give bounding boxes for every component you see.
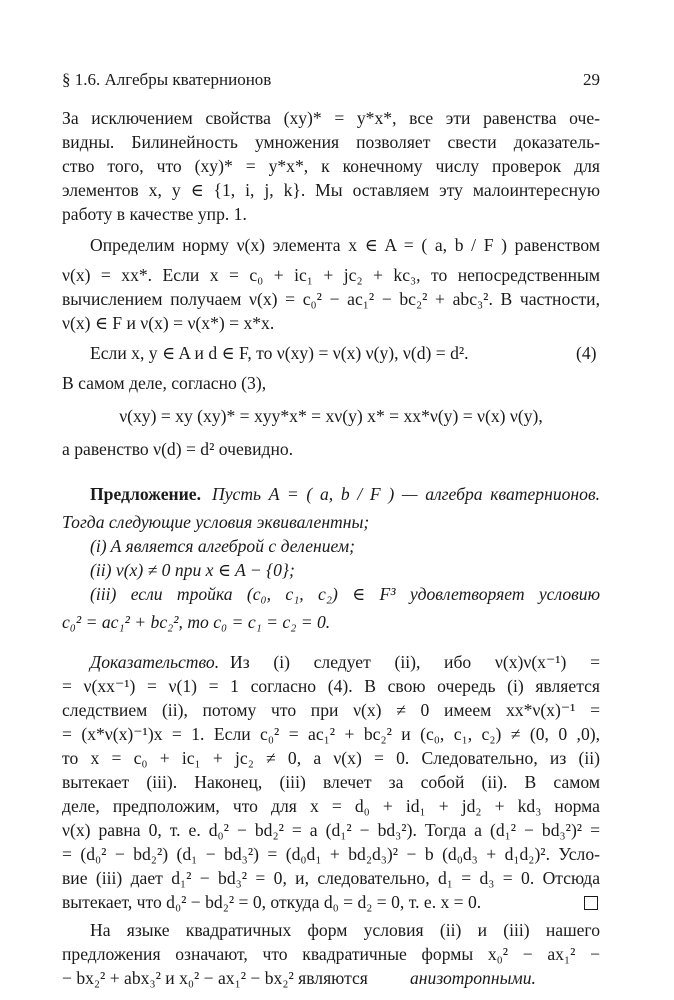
equation-number: (4) (576, 343, 597, 363)
condition-iii-cont: c₀² = ac₁² + bc₂², то c₀ = c₁ = c₂ = 0. (62, 612, 331, 632)
qed-square (584, 896, 598, 910)
text-line-italic: анизотропными. (410, 968, 536, 988)
proof-heading: Доказательство. (90, 652, 220, 672)
text-line: ν(x) = xx*. Если x = c₀ + ic₁ + jc₂ + kc₃, то непосредственным (62, 265, 600, 285)
text-line: ν(x) ∈ F и ν(x) = ν(x*) = x*x. (62, 313, 275, 333)
proposition-text: Пусть A = ( a, b / F ) — алгебра кватернионов. (212, 484, 600, 504)
text-line: а равенство ν(d) = d² очевидно. (62, 439, 294, 459)
text-line: На языке квадратичных форм условия (ii) и (iii) нашего (90, 920, 600, 940)
section-title: § 1.6. Алгебры кватернионов (62, 70, 272, 89)
text-line: Из (i) следует (ii), ибо ν(x)ν(x⁻¹) = (230, 652, 600, 672)
proposition-heading: Предложение. (90, 484, 201, 504)
text-line: следствием (ii), потому что при ν(x) ≠ 0 имеем xx*ν(x)⁻¹ = (62, 700, 600, 720)
text-line: вычислением получаем ν(x) = c₀² − ac₁² − bc₂² + abc₃². В частности, (62, 289, 600, 309)
text-line: Определим норму ν(x) элемента x ∈ A = ( a, b / F ) равенством (90, 235, 600, 255)
condition-i: (i) A является алгеброй с делением; (90, 536, 355, 556)
text-line: − bx₂² + abx₃² и x₀² − ax₁² − bx₂² являются (62, 968, 368, 988)
page-number: 29 (583, 70, 600, 89)
text-line: видны. Билинейность умножения позволяет свести доказатель- (62, 132, 600, 152)
text-line: ство того, что (xy)* = y*x*, к конечному числу проверок для (62, 156, 600, 176)
text-line: = (d₀² − bd₂²) (d₁ − bd₃²) = (d₀d₁ + bd₂d₃)² − b (d₀d₃ + d₁d₂)². Усло- (62, 844, 600, 864)
text-line: работу в качестве упр. 1. (62, 204, 247, 224)
running-header (62, 70, 600, 92)
text-line: вие (iii) дает d₁² − bd₃² = 0, и, следовательно, d₁ = d₃ = 0. Отсюда (62, 868, 600, 888)
text-line: элементов x, y ∈ {1, i, j, k}. Мы оставляем эту малоинтересную (62, 180, 600, 200)
text-line: За исключением свойства (xy)* = y*x*, все эти равенства оче- (62, 108, 600, 128)
text-line: деле, предположим, что для x = d₀ + id₁ + jd₂ + kd₃ норма (62, 796, 600, 816)
text-line: то x = c₀ + ic₁ + jc₂ ≠ 0, а ν(x) = 0. Следовательно, из (ii) (62, 748, 600, 768)
display-equation: ν(xy) = xy (xy)* = xyy*x* = xν(y) x* = xx*ν(y) = ν(x) ν(y), (119, 406, 543, 426)
text-line: = ν(xx⁻¹) = ν(1) = 1 согласно (4). В свою очередь (i) является (62, 676, 600, 696)
text-line: предложения означают, что квадратичные формы x₀² − ax₁² − (62, 944, 600, 964)
condition-ii: (ii) ν(x) ≠ 0 при x ∈ A − {0}; (90, 560, 295, 580)
text-line: = (x*ν(x)⁻¹)x = 1. Если c₀² = ac₁² + bc₂² и (c₀, c₁, c₂) ≠ (0, 0 ,0), (62, 724, 600, 744)
text-line: вытекает, что d₀² − bd₂² = 0, откуда d₀ = d₂ = 0, т. е. x = 0. (62, 892, 482, 912)
equation-4: Если x, y ∈ A и d ∈ F, то ν(xy) = ν(x) ν(y), ν(d) = d². (90, 343, 469, 363)
proposition-text: Тогда следующие условия эквивалентны; (62, 512, 370, 532)
text-line: В самом деле, согласно (3), (62, 373, 267, 393)
text-line: вытекает (iii). Наконец, (iii) влечет за собой (ii). В самом (62, 772, 600, 792)
text-line: ν(x) равна 0, т. е. d₀² − bd₂² = a (d₁² − bd₃²). Тогда a (d₁² − bd₃²)² = (62, 820, 600, 840)
condition-iii: (iii) если тройка (c₀, c₁, c₂) ∈ F³ удовлетворяет условию (90, 584, 600, 604)
